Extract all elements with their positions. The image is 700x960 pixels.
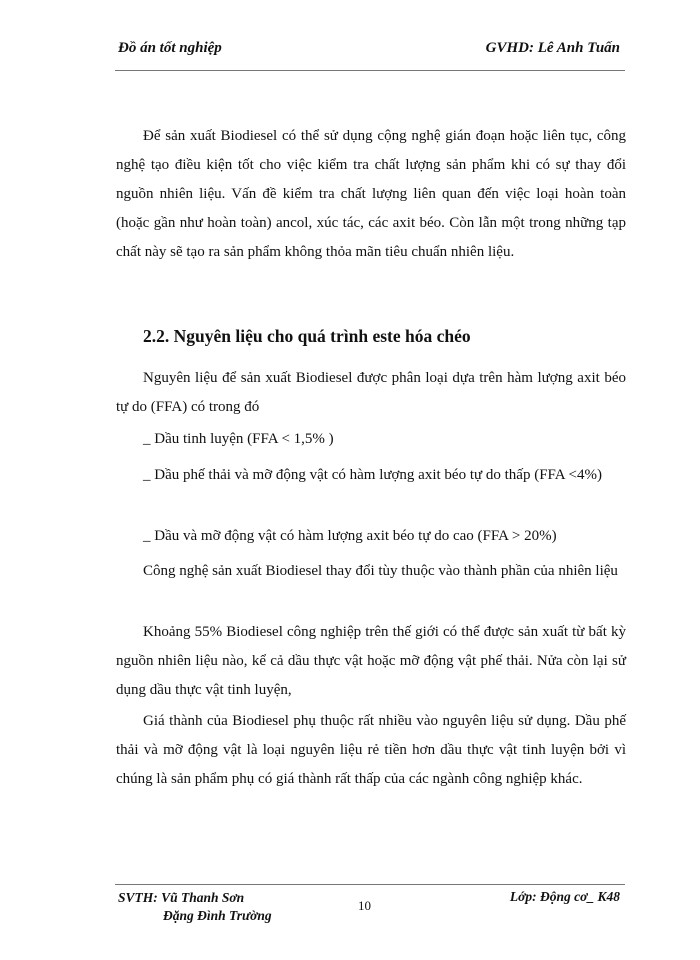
section-paragraph-2: Công nghệ sản xuất Biodiesel thay đổi tùy thuộc vào thành phần của nhiên liệu bbox=[143, 563, 618, 579]
page-number: 10 bbox=[358, 898, 371, 913]
footer-student-2: Đặng Đình Trường bbox=[163, 908, 272, 923]
header-document-title: Đồ án tốt nghiệp bbox=[118, 40, 222, 56]
intro-paragraph: Để sản xuất Biodiesel có thể sử dụng cộng nghệ gián đoạn hoặc liên tục, công nghệ tạo điều kiện tốt cho việc kiểm tra chất lượng sản phẩm khi có sự thay đổi nguồn nhiên liệu. Vấn đề kiểm tra chất lượng liên quan đến việc loại hoàn toàn (hoặc gần như hoàn toàn) ancol, xúc tác, các axit béo. Còn lẫn một trong những tạp chất này sẽ tạo ra sản phẩm không thỏa mãn tiêu chuẩn nhiên liệu. bbox=[116, 128, 626, 260]
section-paragraph-4: Giá thành của Biodiesel phụ thuộc rất nhiều vào nguyên liệu sử dụng. Dầu phế thải và mỡ động vật là loại nguyên liệu rẻ tiền hơn dầu thực vật tinh luyện bởi vì chúng là sản phẩm phụ có giá thành rất thấp của các ngành công nghiệp khác. bbox=[116, 713, 626, 787]
footer-divider bbox=[115, 884, 625, 885]
section-heading: 2.2. Nguyên liệu cho quá trình este hóa chéo bbox=[143, 326, 471, 346]
section-paragraph-3: Khoảng 55% Biodiesel công nghiệp trên thế giới có thể được sản xuất từ bất kỳ nguồn nhiên liệu nào, kể cả dầu thực vật hoặc mỡ động vật phế thải. Nửa còn lại sử dụng dầu thực vật tinh luyện, bbox=[116, 624, 626, 698]
header-advisor: GVHD: Lê Anh Tuấn bbox=[485, 40, 620, 56]
header-divider bbox=[115, 70, 625, 71]
footer-students bbox=[118, 889, 272, 925]
list-item-refined-oil: _ Dầu tinh luyện (FFA < 1,5% ) bbox=[143, 431, 334, 447]
section-paragraph-1: Nguyên liệu để sản xuất Biodiesel được phân loại dựa trên hàm lượng axit béo tự do (FFA) có trong đó bbox=[116, 370, 626, 415]
footer-class: Lớp: Động cơ_ K48 bbox=[509, 889, 620, 904]
list-item-high-ffa: _ Dầu và mỡ động vật có hàm lượng axit béo tự do cao (FFA > 20%) bbox=[143, 528, 557, 544]
footer-student-1: SVTH: Vũ Thanh Sơn bbox=[118, 890, 245, 905]
list-item-waste-oil-low-ffa: _ Dầu phế thải và mỡ động vật có hàm lượng axit béo tự do thấp (FFA <4%) bbox=[143, 467, 602, 483]
